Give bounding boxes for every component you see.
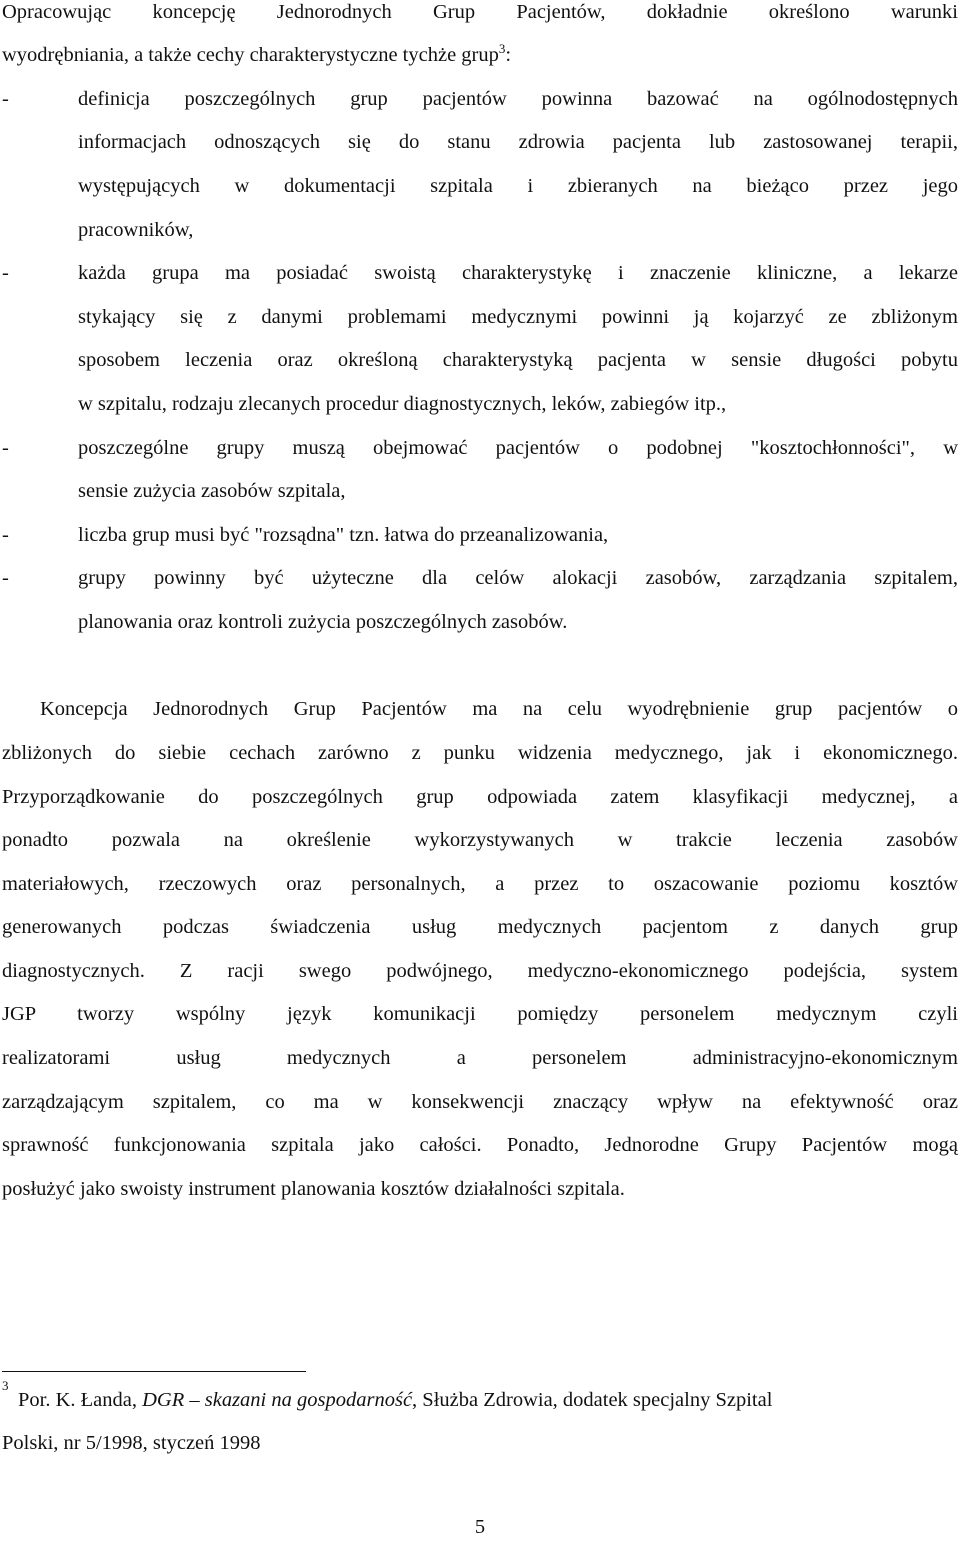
footnote-title: DGR – skazani na gospodarność [142, 1389, 413, 1411]
paragraph-line-6: generowanych podczas świadczenia usług medycznych pacjentom z danych grup [2, 916, 958, 938]
intro-line-2 [2, 43, 958, 67]
bullet-1-line-4: pracowników, [78, 219, 194, 241]
bullet-dash: - [2, 88, 9, 110]
bullet-2-line-4: w szpitalu, rodzaju zlecanych procedur diagnostycznych, leków, zabiegów itp., [78, 393, 727, 415]
bullet-2-line-2: stykający się z danymi problemami medycznymi powinni ją kojarzyć ze zbliżonym [78, 306, 958, 328]
paragraph-line-5: materiałowych, rzeczowych oraz personalnych, a przez to oszacowanie poziomu kosztów [2, 873, 958, 895]
footnote-separator [2, 1371, 306, 1372]
bullet-dash: - [2, 262, 9, 284]
bullet-4-line-1: liczba grup musi być "rozsądna" tzn. łatwa do przeanalizowania, [78, 524, 609, 546]
paragraph-line-7: diagnostycznych. Z racji swego podwójnego, medyczno-ekonomicznego podejścia, system [2, 960, 958, 982]
bullet-1-line-3: występujących w dokumentacji szpitala i zbieranych na bieżąco przez jego [78, 175, 958, 197]
bullet-2-line-3: sposobem leczenia oraz określoną charakterystyką pacjenta w sensie długości pobytu [78, 349, 958, 371]
footnote-reference: 3 [498, 41, 506, 57]
paragraph-line-3: Przyporządkowanie do poszczególnych grup odpowiada zatem klasyfikacji medycznej, a [2, 786, 958, 808]
bullet-2-line-1: każda grupa ma posiadać swoistą charakterystykę i znaczenie kliniczne, a lekarze [78, 262, 958, 284]
intro-line-2-end: : [505, 44, 512, 66]
bullet-5-line-2: planowania oraz kontroli zużycia poszczególnych zasobów. [78, 611, 568, 633]
footnote-line-1 [18, 1388, 958, 1412]
paragraph-line-2: zbliżonych do siebie cechach zarówno z punku widzenia medycznego, jak i ekonomicznego. [2, 742, 958, 764]
footnote-rest: , Służba Zdrowia, dodatek specjalny Szpital [412, 1389, 773, 1411]
bullet-5-line-1: grupy powinny być użyteczne dla celów alokacji zasobów, zarządzania szpitalem, [78, 567, 958, 589]
paragraph-line-11: sprawność funkcjonowania szpitala jako całości. Ponadto, Jednorodne Grupy Pacjentów mogą [2, 1134, 958, 1156]
bullet-3-line-2: sensie zużycia zasobów szpitala, [78, 480, 346, 502]
bullet-3-line-1: poszczególne grupy muszą obejmować pacjentów o podobnej "kosztochłonności", w [78, 437, 958, 459]
bullet-dash: - [2, 524, 9, 546]
page-number: 5 [474, 1516, 486, 1538]
paragraph-line-8: JGP tworzy wspólny język komunikacji pomiędzy personelem medycznym czyli [2, 1003, 958, 1025]
paragraph-line-4: ponadto pozwala na określenie wykorzystywanych w trakcie leczenia zasobów [2, 829, 958, 851]
intro-line-1: Opracowując koncepcję Jednorodnych Grup Pacjentów, dokładnie określono warunki [2, 1, 958, 23]
footnote-author: Por. K. Łanda, [18, 1389, 143, 1411]
paragraph-line-10: zarządzającym szpitalem, co ma w konsekwencji znaczący wpływ na efektywność oraz [2, 1091, 958, 1113]
bullet-dash: - [2, 567, 9, 589]
paragraph-line-9: realizatorami usług medycznych a personelem administracyjno-ekonomicznym [2, 1047, 958, 1069]
paragraph-line-12: posłużyć jako swoisty instrument planowania kosztów działalności szpitala. [2, 1178, 625, 1200]
paragraph-line-1: Koncepcja Jednorodnych Grup Pacjentów ma na celu wyodrębnienie grup pacjentów o [40, 698, 958, 720]
footnote-line-2: Polski, nr 5/1998, styczeń 1998 [2, 1432, 261, 1454]
footnote-number-text: 3 [2, 1378, 9, 1393]
intro-line-2-text: wyodrębniania, a także cechy charakterystyczne tychże grup [2, 44, 499, 66]
bullet-1-line-2: informacjach odnoszących się do stanu zdrowia pacjenta lub zastosowanej terapii, [78, 131, 958, 153]
bullet-dash: - [2, 437, 9, 459]
bullet-1-line-1: definicja poszczególnych grup pacjentów powinna bazować na ogólnodostępnych [78, 88, 958, 110]
